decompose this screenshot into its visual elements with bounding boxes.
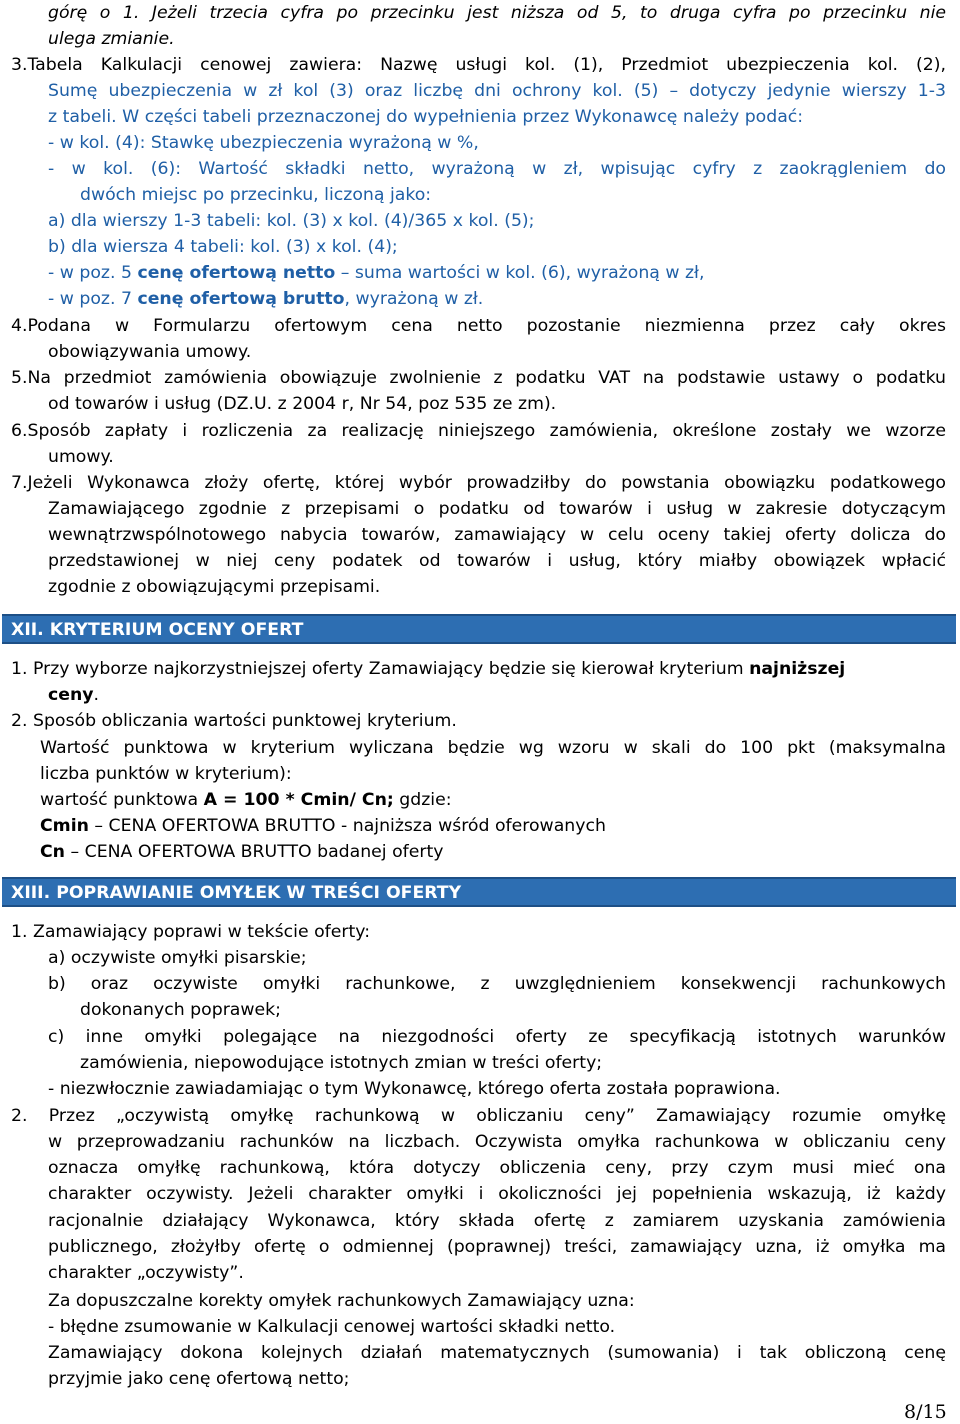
formula-text: A = 100 * Cmin/ Cn; <box>203 790 394 810</box>
paragraph-line: dwóch miejsc po przecinku, liczoną jako: <box>80 185 432 205</box>
paragraph-line: racjonalnie działający Wykonawca, który składa ofertę z zamiarem uzyskania zamówienia <box>48 1211 946 1231</box>
emphasis-text: najniższej <box>749 659 846 679</box>
paragraph-line: b) oraz oczywiste omyłki rachunkowe, z uwzględnieniem konsekwencji rachunkowych <box>48 974 946 994</box>
paragraph-line: - w kol. (4): Stawkę ubezpieczenia wyrażoną w %, <box>48 133 479 153</box>
paragraph-line: Zamawiający dokona kolejnych działań matematycznych (sumowania) i tak obliczoną cenę <box>48 1343 946 1363</box>
paragraph-line: liczba punktów w kryterium): <box>40 764 292 784</box>
paragraph-line: ulega zmianie. <box>48 29 175 49</box>
emphasis-text: cenę ofertową brutto <box>137 289 345 309</box>
paragraph-line: 2. Przez „oczywistą omyłkę rachunkową w obliczaniu ceny” Zamawiający rozumie omyłkę <box>11 1106 946 1126</box>
paragraph-line: 3.Tabela Kalkulacji cenowej zawiera: Nazwę usługi kol. (1), Przedmiot ubezpieczenia kol. (2), <box>11 55 946 75</box>
paragraph-line: 6.Sposób zapłaty i rozliczenia za realizację niniejszego zamówienia, określone zostały we wzorze <box>11 421 946 441</box>
page-number: 8/15 <box>904 1401 947 1423</box>
paragraph-line: - błędne zsumowanie w Kalkulacji cenowej wartości składki netto. <box>48 1317 616 1337</box>
paragraph-line: - w kol. (6): Wartość składki netto, wyrażoną w zł, wpisując cyfry z zaokrągleniem do <box>48 159 946 179</box>
paragraph-line: 2. Sposób obliczania wartości punktowej kryterium. <box>11 711 457 731</box>
text-run: 1. Przy wyborze najkorzystniejszej oferty Zamawiający będzie się kierował kryterium <box>11 659 750 679</box>
emphasis-text: ceny <box>48 685 94 705</box>
paragraph-line: zamówienia, niepowodujące istotnych zmian w treści oferty; <box>80 1053 603 1073</box>
formula-line <box>40 787 452 813</box>
text-run: gdzie: <box>393 790 452 810</box>
text-run: . <box>93 685 100 705</box>
definition-line <box>40 839 444 865</box>
paragraph-line: w przeprowadzaniu rachunków na liczbach. Oczywista omyłka rachunkowa w obliczaniu ceny <box>48 1132 946 1152</box>
term-text: Cn <box>40 842 65 862</box>
section-heading: XII. KRYTERIUM OCENY OFERT <box>11 620 304 640</box>
text-run: – CENA OFERTOWA BRUTTO - najniższa wśród oferowanych <box>88 816 606 836</box>
paragraph-line: - niezwłocznie zawiadamiając o tym Wykonawcę, którego oferta została poprawiona. <box>48 1079 781 1099</box>
paragraph-line <box>48 260 704 286</box>
text-run: – suma wartości w kol. (6), wyrażoną w zł, <box>335 263 705 283</box>
paragraph-line: dokonanych poprawek; <box>80 1000 281 1020</box>
paragraph-line <box>11 656 845 682</box>
text-run: , wyrażoną w zł. <box>344 289 484 309</box>
paragraph-line: przedstawionej w niej ceny podatek od towarów i usług, który miałby obowiązek wpłacić <box>48 551 946 571</box>
paragraph-line: przyjmie jako cenę ofertową netto; <box>48 1369 350 1389</box>
paragraph-line: a) oczywiste omyłki pisarskie; <box>48 948 307 968</box>
paragraph-line: 4.Podana w Formularzu ofertowym cena netto pozostanie niezmienna przez cały okres <box>11 316 946 336</box>
paragraph-line: z tabeli. W części tabeli przeznaczonej do wypełnienia przez Wykonawcę należy podać: <box>48 107 804 127</box>
paragraph-line: umowy. <box>48 447 114 467</box>
section-heading-banner <box>2 614 956 644</box>
paragraph-line: wewnątrzwspólnotowego nabycia towarów, zamawiający w celu oceny takiej oferty dolicza do <box>48 525 946 545</box>
paragraph-line: od towarów i usług (DZ.U. z 2004 r, Nr 54, poz 535 ze zm). <box>48 394 557 414</box>
term-text: Cmin <box>40 816 89 836</box>
paragraph-line: obowiązywania umowy. <box>48 342 252 362</box>
text-run: - w poz. 7 <box>48 289 138 309</box>
paragraph-line: b) dla wiersza 4 tabeli: kol. (3) x kol. (4); <box>48 237 398 257</box>
paragraph-line: Wartość punktowa w kryterium wyliczana będzie wg wzoru w skali do 100 pkt (maksymalna <box>40 738 946 758</box>
section-heading-banner <box>2 877 956 907</box>
paragraph-line: zgodnie z obowiązującymi przepisami. <box>48 577 381 597</box>
paragraph-line: 7.Jeżeli Wykonawca złoży ofertę, której wybór prowadziłby do powstania obowiązku podatkowego <box>11 473 946 493</box>
paragraph-line: Za dopuszczalne korekty omyłek rachunkowych Zamawiający uzna: <box>48 1291 635 1311</box>
paragraph-line: 1. Zamawiający poprawi w tekście oferty: <box>11 922 371 942</box>
paragraph-line: górę o 1. Jeżeli trzecia cyfra po przecinku jest niższa od 5, to druga cyfra po przecinku nie <box>48 3 946 23</box>
paragraph-line: Zamawiającego zgodnie z przepisami o podatku od towarów i usług w zakresie dotyczącym <box>48 499 946 519</box>
text-run: – CENA OFERTOWA BRUTTO badanej oferty <box>65 842 444 862</box>
paragraph-line: c) inne omyłki polegające na niezgodności oferty ze specyfikacją istotnych warunków <box>48 1027 946 1047</box>
paragraph-line <box>48 682 99 708</box>
paragraph-line: charakter oczywisty. Jeżeli charakter omyłki i okoliczności jej popełnienia wskazują, iż każdy <box>48 1184 946 1204</box>
paragraph-line <box>48 286 483 312</box>
paragraph-line: 5.Na przedmiot zamówienia obowiązuje zwolnienie z podatku VAT na podstawie ustawy o podatku <box>11 368 946 388</box>
section-heading: XIII. POPRAWIANIE OMYŁEK W TREŚCI OFERTY <box>11 883 462 903</box>
text-run: wartość punktowa <box>40 790 204 810</box>
paragraph-line: oznacza omyłkę rachunkową, która dotyczy obliczenia ceny, przy czym musi mieć ona <box>48 1158 946 1178</box>
paragraph-line: charakter „oczywisty”. <box>48 1263 244 1283</box>
definition-line <box>40 813 606 839</box>
text-run: - w poz. 5 <box>48 263 138 283</box>
paragraph-line: publicznego, złożyłby ofertę o odmiennej (poprawnej) treści, zamawiający uzna, iż omyłka ma <box>48 1237 946 1257</box>
emphasis-text: cenę ofertową netto <box>137 263 336 283</box>
paragraph-line: Sumę ubezpieczenia w zł kol (3) oraz liczbę dni ochrony kol. (5) – dotyczy jedynie wierszy 1-3 <box>48 81 946 101</box>
paragraph-line: a) dla wierszy 1-3 tabeli: kol. (3) x kol. (4)/365 x kol. (5); <box>48 211 535 231</box>
